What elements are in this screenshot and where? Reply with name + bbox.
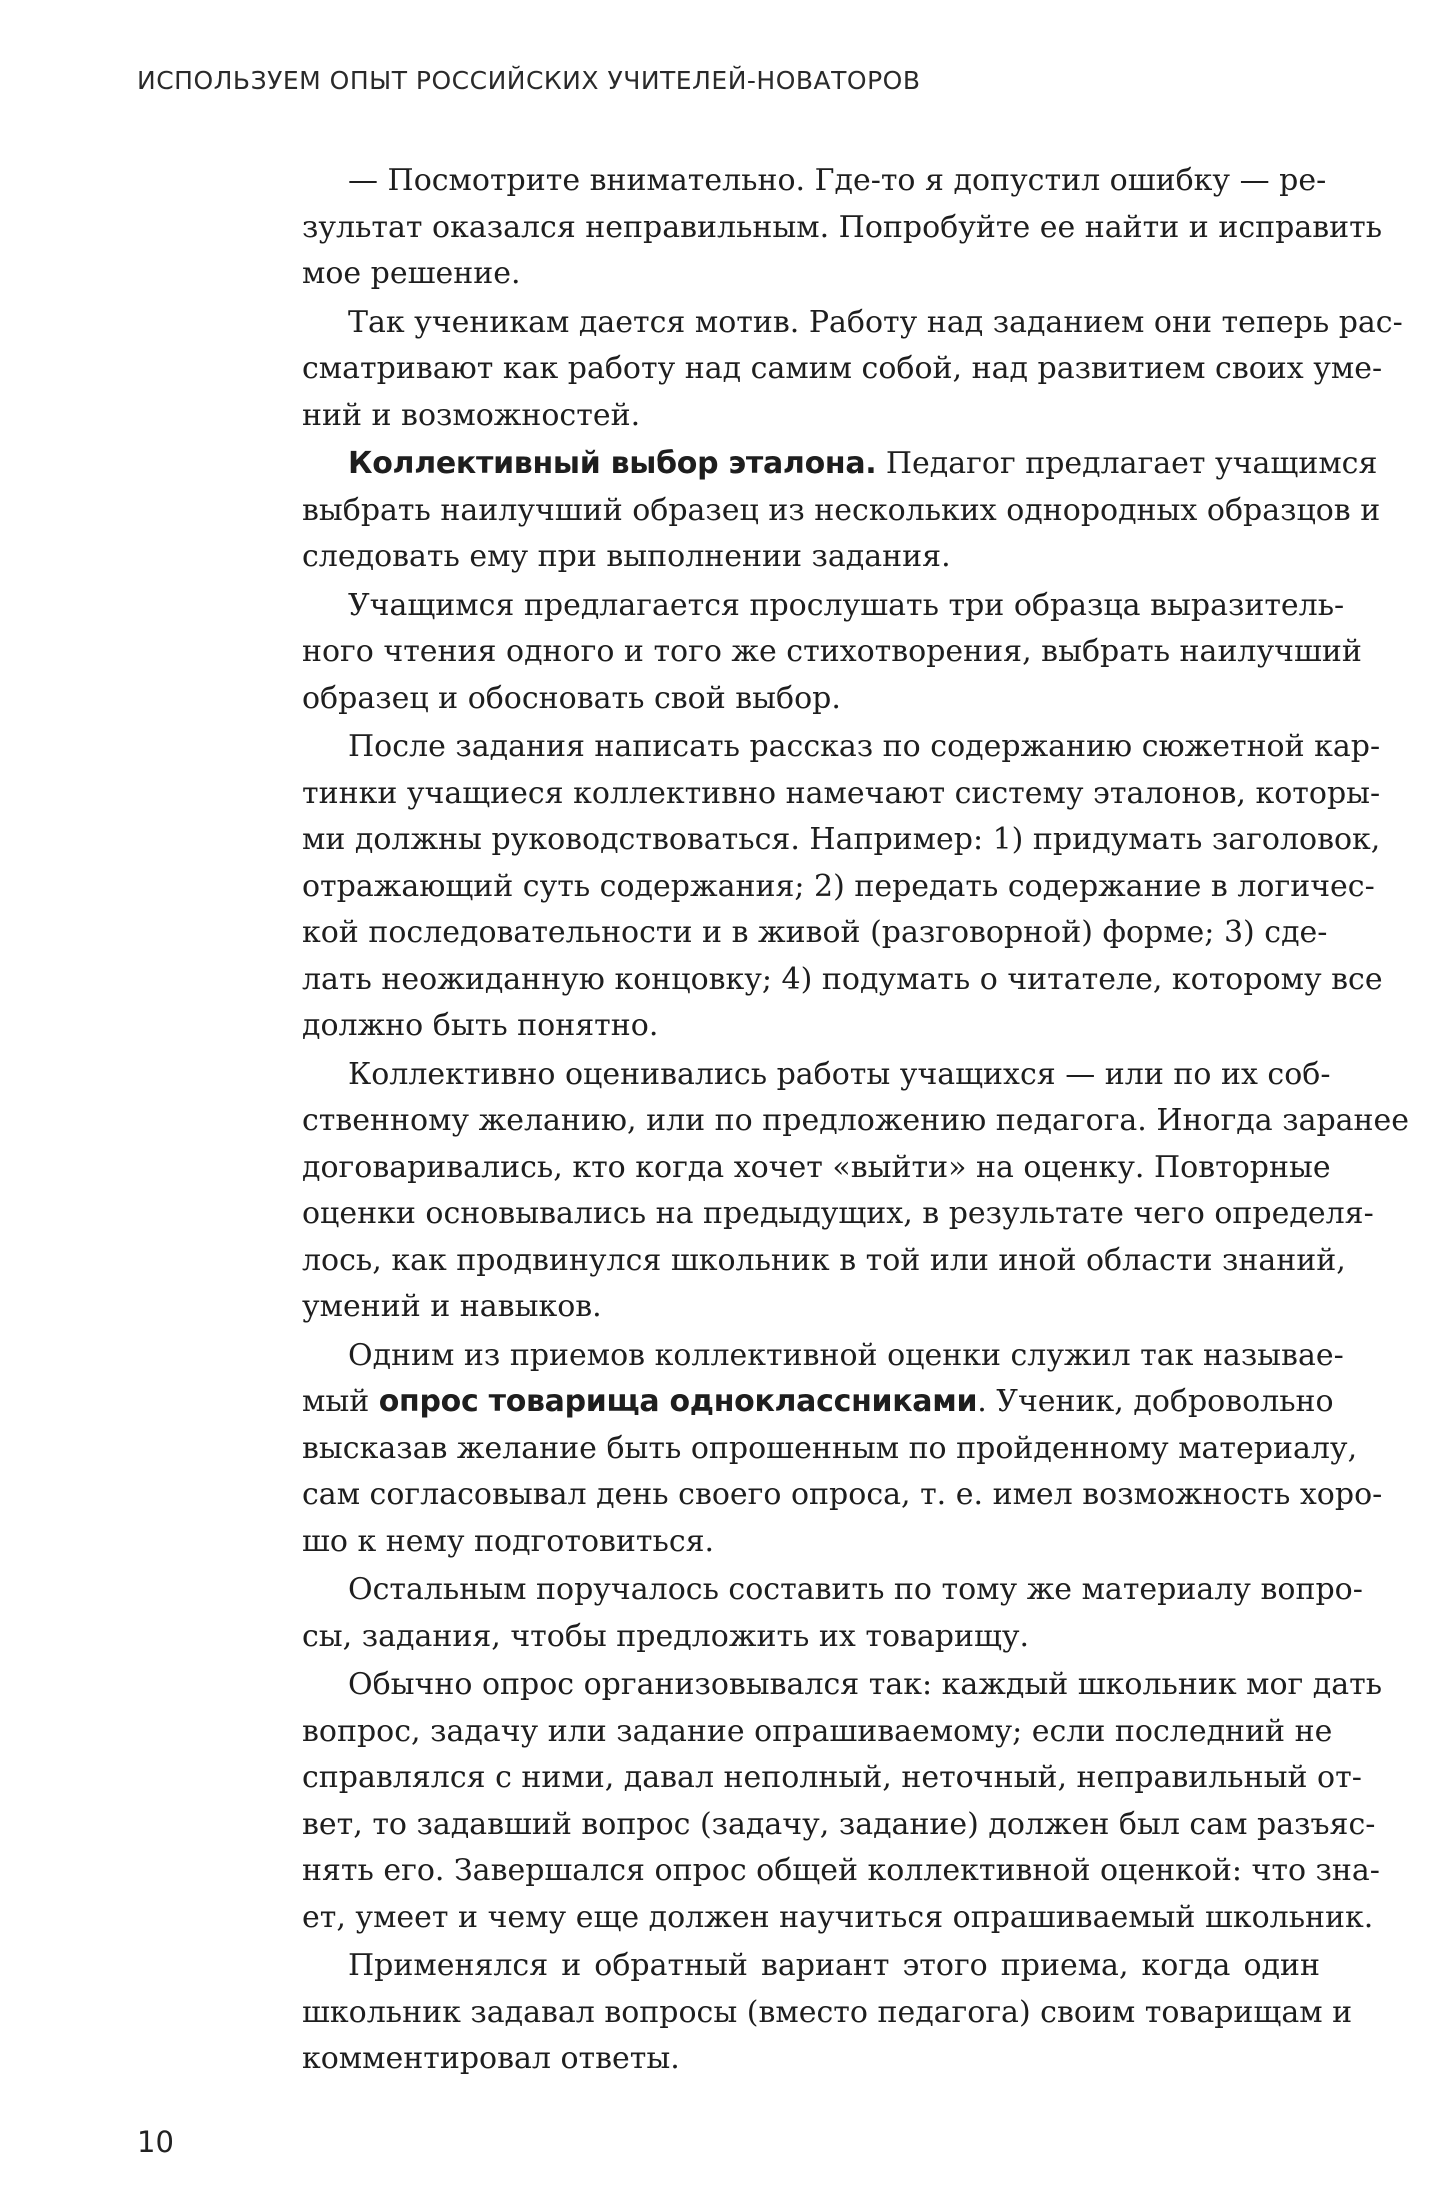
text-line: справлялся с ними, давал неполный, неточный, неправильный от- [302,1760,1362,1795]
text-line: ственному желанию, или по предложению педагога. Иногда заранее [302,1103,1410,1138]
bold-term: опрос товарища одноклассниками [378,1384,978,1419]
text-line: вопрос, задачу или задание опрашиваемому; если последний не [302,1713,1333,1749]
text-line: Учащимся предлагается прослушать три образца выразитель- [348,587,1345,623]
text-line: ний и возможностей. [302,397,641,433]
text-line: должно быть понятно. [302,1008,659,1043]
text-line: — Посмотрите внимательно. Где-то я допустил ошибку — ре- [348,163,1327,198]
paragraph [302,1943,1353,2083]
paragraph [302,724,1383,1050]
text-line: умений и навыков. [302,1289,602,1324]
paragraph [302,441,1381,581]
text-line: Обычно опрос организовывался так: каждый школьник мог дать [348,1667,1383,1702]
paragraph [302,1052,1410,1331]
text-line: сы, задания, чтобы предложить их товарищу. [302,1618,1030,1654]
text-line: шо к нему подготовиться. [302,1523,715,1559]
text-line: зультат оказался неправильным. Попробуйте ее найти и исправить [302,209,1383,245]
text-line: Остальным поручалось составить по тому же материалу вопро- [348,1572,1363,1607]
text-line: Одним из приемов коллективной оценки служил так называе- [348,1337,1344,1373]
text-line: тинки учащиеся коллективно намечают систему эталонов, которы- [302,775,1381,811]
text-line: сматривают как работу над самим собой, над развитием своих уме- [302,351,1383,386]
text-line: ного чтения одного и того же стихотворения, выбрать наилучший [302,634,1362,669]
text-line: Применялся и обратный вариант этого приема, когда один [348,1948,1320,1983]
text-line: выбрать наилучший образец из нескольких однородных образцов и [302,492,1381,528]
text-line: образец и обосновать свой выбор. [302,680,841,716]
text-run: Педагог предлагает учащимся [876,446,1378,481]
paragraph [302,1567,1363,1660]
running-head: ИСПОЛЬЗУЕМ ОПЫТ РОССИЙСКИХ УЧИТЕЛЕЙ-НОВАТОРОВ [137,66,921,95]
text-line: оценки основывались на предыдущих, в результате чего определя- [302,1196,1374,1231]
text-line: договаривались, кто когда хочет «выйти» на оценку. Повторные [302,1149,1331,1185]
paragraph [302,1333,1383,1566]
text-line: сам согласовывал день своего опроса, т. е. имел возможность хоро- [302,1477,1383,1512]
paragraph [302,300,1403,440]
text-line: ет, умеет и чему еще должен научиться опрашиваемый школьник. [302,1899,1374,1935]
page-number: 10 [137,2125,174,2159]
text-line [302,441,1378,488]
text-line: Так ученикам дается мотив. Работу над заданием они теперь рас- [348,304,1403,340]
text-line: отражающий суть содержания; 2) передать содержание в логичес- [302,868,1375,904]
text-line: комментировал ответы. [302,2041,680,2076]
text-line: лать неожиданную концовку; 4) подумать о читателе, которому все [302,961,1383,997]
text-line: Коллективно оценивались работы учащихся — или по их соб- [348,1056,1331,1092]
text-line: высказав желание быть опрошенным по пройденному материалу, [302,1430,1358,1466]
body-text [302,158,1410,2083]
text-line [302,1379,1334,1426]
bold-term: Коллективный выбор эталона. [348,446,877,481]
text-line: мое решение. [302,256,521,291]
text-line: кой последовательности и в живой (разговорной) форме; 3) сде- [302,915,1328,950]
paragraph [302,583,1362,723]
text-line: лось, как продвинулся школьник в той или иной области знаний, [302,1242,1346,1278]
text-line: школьник задавал вопросы (вместо педагога) своим товарищам и [302,1994,1353,2030]
text-run: мый [302,1384,379,1419]
paragraph [302,158,1383,298]
paragraph [302,1662,1383,1941]
text-line: вет, то задавший вопрос (задачу, задание) должен был сам разъяс- [302,1806,1376,1842]
text-line: нять его. Завершался опрос общей коллективной оценкой: что зна- [302,1853,1380,1888]
text-line: После задания написать рассказ по содержанию сюжетной кар- [348,729,1381,764]
text-run: . Ученик, добровольно [977,1384,1334,1419]
text-line: ми должны руководствоваться. Например: 1) придумать заголовок, [302,822,1381,857]
text-line: следовать ему при выполнении задания. [302,539,951,574]
